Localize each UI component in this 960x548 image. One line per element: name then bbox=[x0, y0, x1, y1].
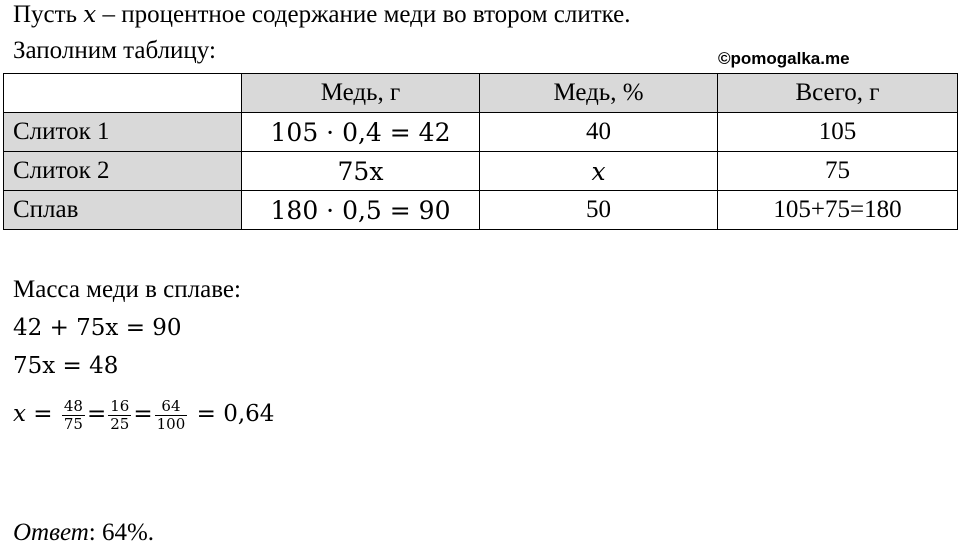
row-label: Слиток 1 bbox=[4, 113, 242, 152]
cell-total-g: 105 bbox=[718, 113, 958, 152]
cell-copper-g: 105 · 0,4 = 42 bbox=[242, 113, 480, 152]
equation-3-result: 0,64 bbox=[223, 401, 275, 427]
row-label: Сплав bbox=[4, 191, 242, 230]
cell-copper-pct: 50 bbox=[480, 191, 718, 230]
cell-total-g: 105+75=180 bbox=[718, 191, 958, 230]
mass-label: Масса меди в сплаве: bbox=[13, 276, 241, 303]
fraction bbox=[108, 398, 131, 433]
fill-table-label: Заполним таблицу: bbox=[13, 37, 216, 64]
fraction bbox=[155, 398, 188, 433]
fraction-numerator: 64 bbox=[155, 398, 188, 416]
table-header-total-g: Всего, г bbox=[718, 74, 958, 113]
equation-3-lhs: x bbox=[13, 401, 26, 427]
table-row bbox=[4, 191, 958, 230]
cell-copper-pct: 40 bbox=[480, 113, 718, 152]
cell-copper-g: 75x bbox=[242, 152, 480, 191]
equation-1: 42 + 75x = 90 bbox=[13, 315, 182, 341]
cell-copper-pct: x bbox=[480, 152, 718, 191]
equation-3: x = $\frac{48}{75}$ = $\frac{16}{25}$ = $\frac{64}{100}$ = 0,64 bbox=[13, 396, 275, 433]
fraction bbox=[62, 398, 85, 433]
fraction-numerator: 48 bbox=[63, 396, 83, 415]
fraction-numerator: 16 bbox=[110, 396, 130, 415]
row-label: Слиток 2 bbox=[4, 152, 242, 191]
intro-prefix: Пусть bbox=[13, 1, 84, 28]
cell-total-g: 75 bbox=[718, 152, 958, 191]
table-row bbox=[4, 113, 958, 152]
watermark: ©pomogalka.me bbox=[718, 49, 850, 68]
fraction-denominator: 25 bbox=[110, 414, 130, 433]
fraction-denominator: 100 bbox=[156, 414, 186, 433]
table-header-copper-g: Медь, г bbox=[242, 74, 480, 113]
answer-line bbox=[13, 518, 154, 548]
table-row bbox=[4, 152, 958, 191]
table-header-corner bbox=[4, 74, 242, 113]
fraction-denominator: 75 bbox=[63, 414, 83, 433]
answer-label: Ответ bbox=[13, 519, 89, 546]
table-header-row bbox=[4, 74, 958, 113]
table-header-copper-pct: Медь, % bbox=[480, 74, 718, 113]
equation-2: 75x = 48 bbox=[13, 353, 119, 379]
data-table bbox=[3, 73, 958, 230]
intro-suffix: – процентное содержание меди во втором слитке. bbox=[96, 1, 631, 28]
answer-value: : 64%. bbox=[88, 519, 155, 546]
intro-line bbox=[13, 0, 631, 30]
cell-copper-g: 180 · 0,5 = 90 bbox=[242, 191, 480, 230]
intro-variable: x bbox=[83, 2, 97, 28]
